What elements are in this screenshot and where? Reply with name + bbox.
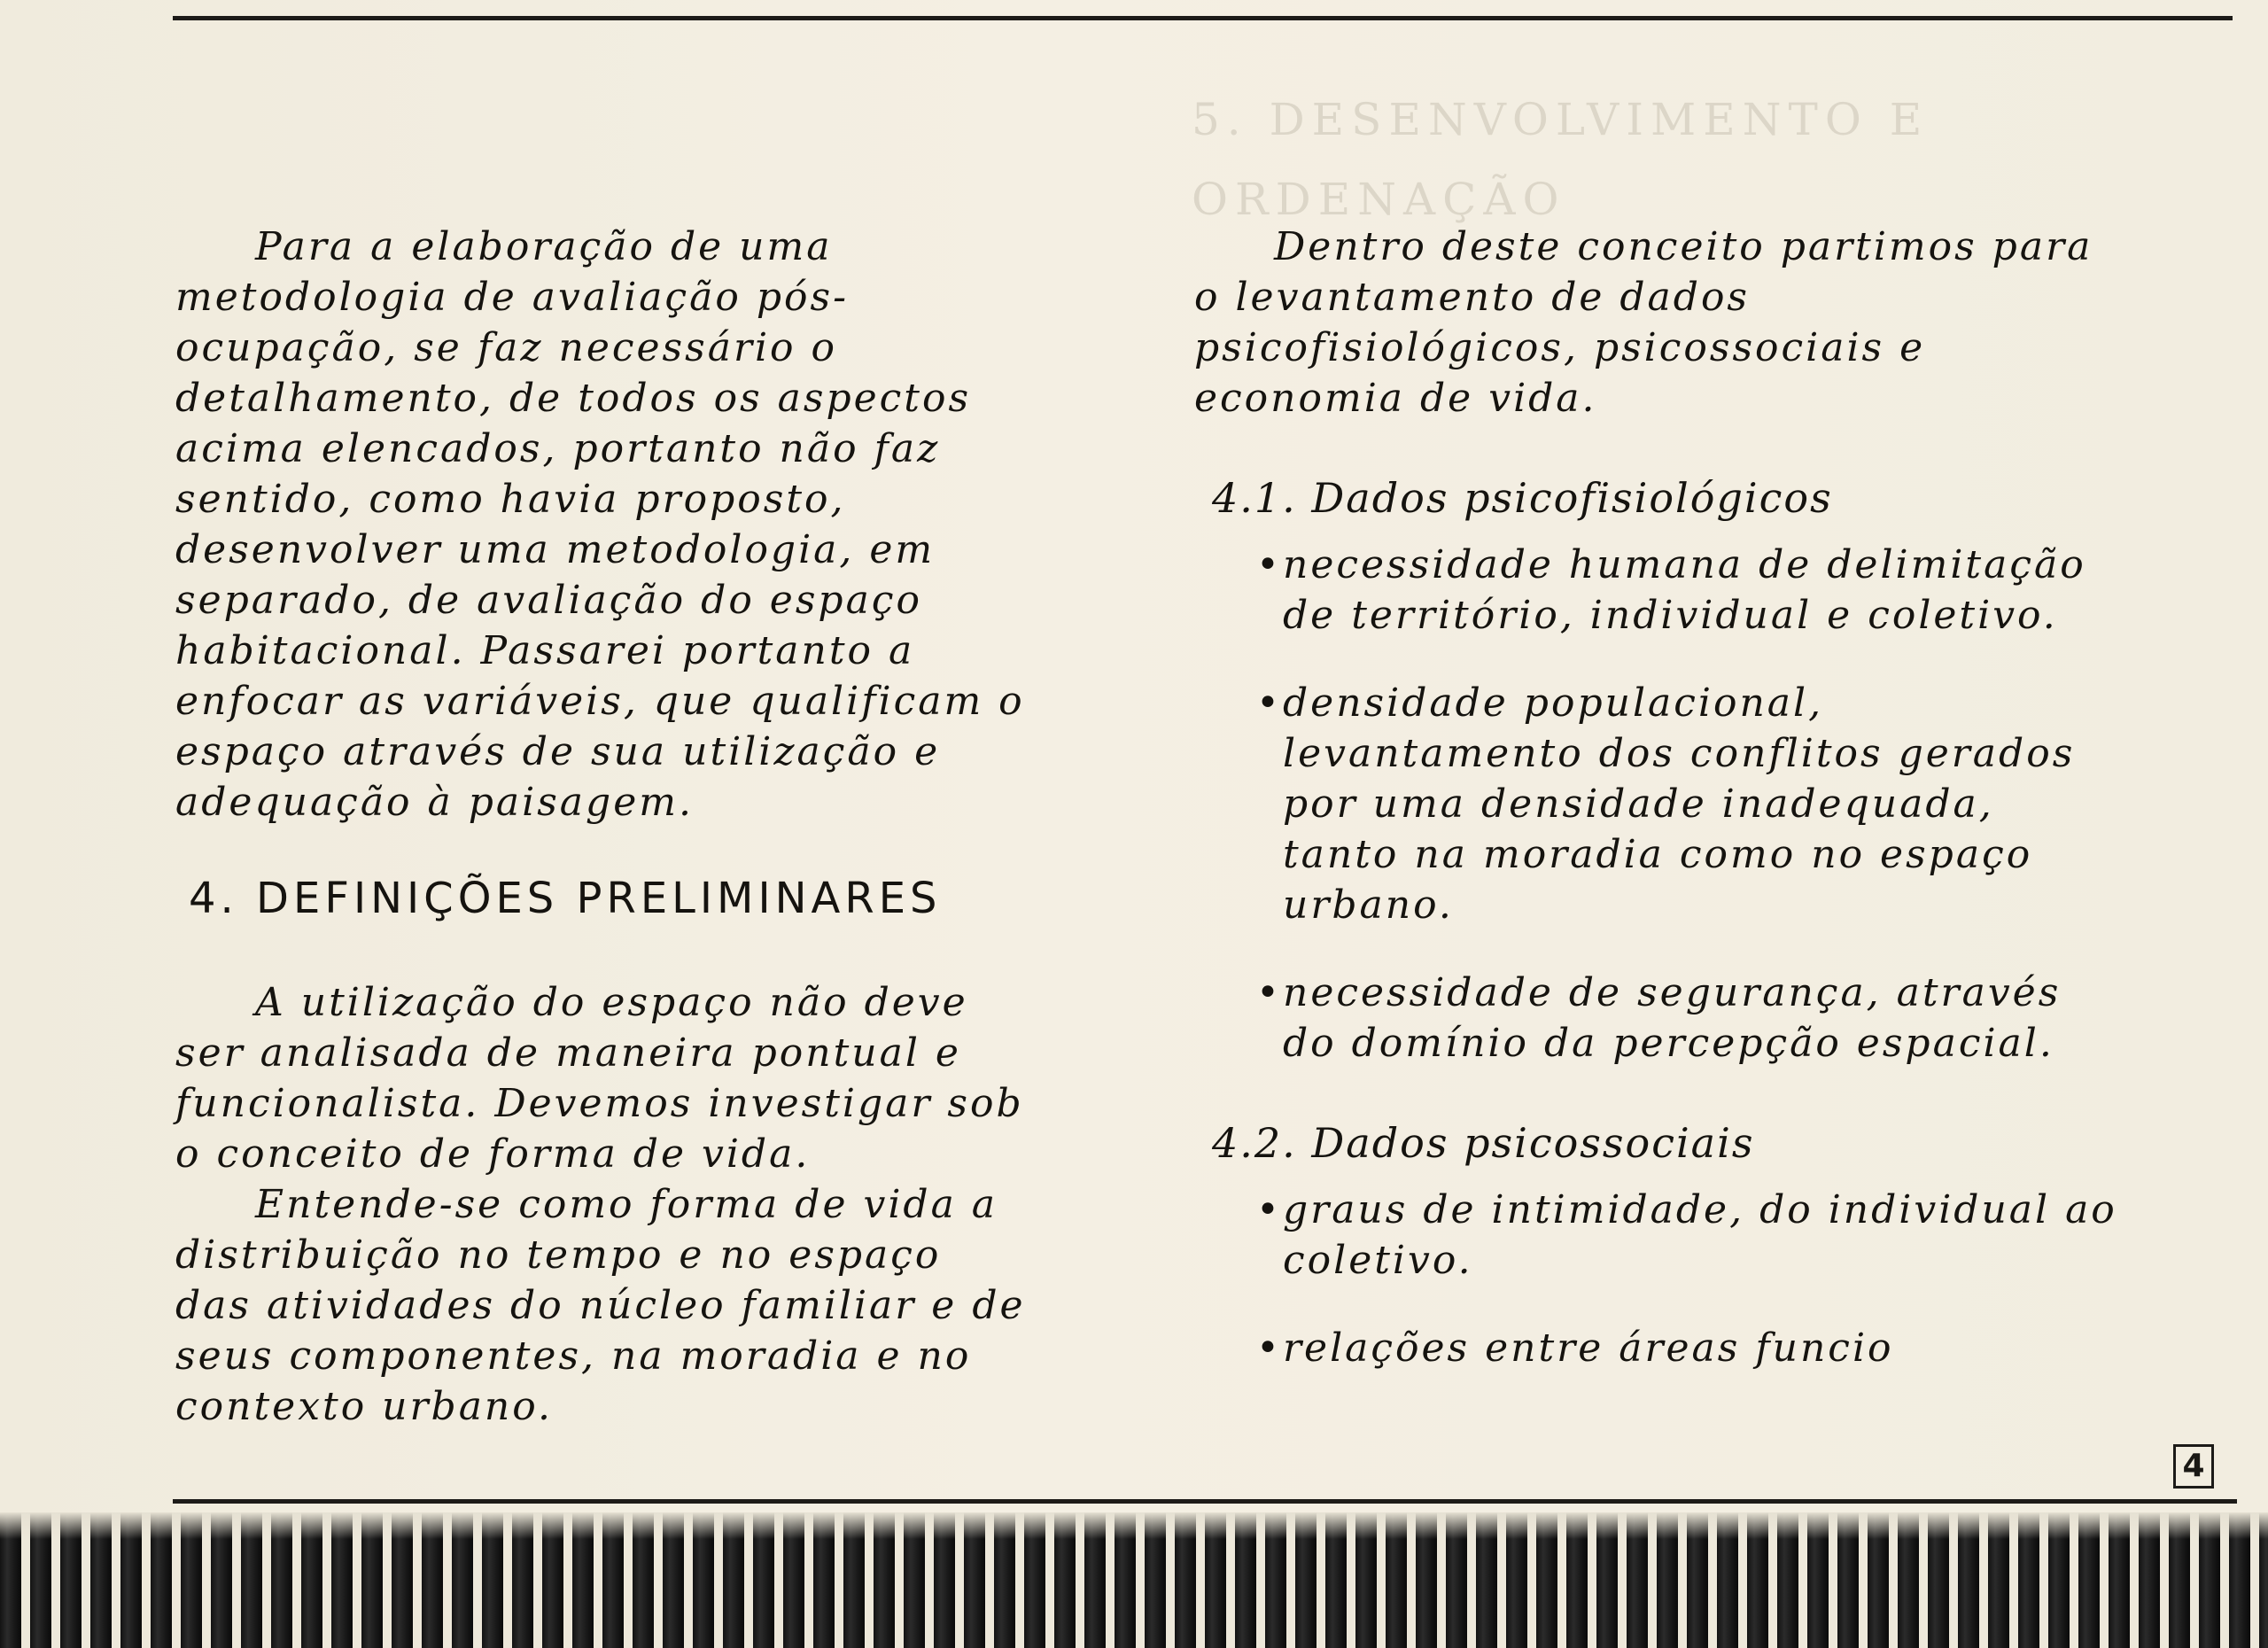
- page-number-badge: 4: [2173, 1444, 2214, 1489]
- paragraph-utilizacao: A utilização do espaço não deve ser analisada de maneira pontual e funcionalista. Devemos investigar sob o conceito de forma de vida.: [175, 980, 1024, 1177]
- bottom-rule: [173, 1499, 2237, 1504]
- right-column: [1194, 222, 2124, 1411]
- intro-paragraph: Para a elaboração de uma metodologia de avaliação pós-ocupação, se faz necessário o detalhamento, de todos os aspectos acima elencados, portanto não faz sentido, como havia proposto, desenvolver uma metodologia, em separado, de avaliação do espaço habitacional. Passarei portanto a enfocar as variáveis, que qualificam o espaço através de sua utilização e adequação à paisagem.: [175, 224, 1025, 825]
- list-item: • graus de intimidade, do individual ao coletivo.: [1283, 1185, 2124, 1286]
- show-through-title: 5. DESENVOLVIMENTO E ORDENAÇÃO: [1192, 94, 1930, 225]
- section-heading: 4. DEFINIÇÕES PRELIMINARES: [189, 874, 942, 923]
- list-item: • necessidade humana de delimitação de território, individual e coletivo.: [1283, 540, 2124, 641]
- list-psicofisiologicos: [1194, 540, 2124, 1069]
- list-item: • relações entre áreas funcio: [1283, 1323, 2124, 1373]
- list-item: • necessidade de segurança, através do domínio da percepção espacial.: [1283, 968, 2124, 1069]
- left-column: [175, 222, 1026, 1432]
- subheading-psicossociais: 4.2. Dados psicossociais: [1212, 1119, 1755, 1167]
- list-psicossociais: [1194, 1185, 2124, 1373]
- subheading-psicofisiologicos: 4.1. Dados psicofisiológicos: [1212, 474, 1833, 522]
- spiral-binding: [0, 1512, 2268, 1648]
- list-item: • densidade populacional, levantamento dos conflitos gerados por uma densidade inadequada, tanto na moradia como no espaço urbano.: [1283, 678, 2124, 930]
- paragraph-forma-de-vida: Entende-se como forma de vida a distribuição no tempo e no espaço das atividades do núcleo familiar e de seus componentes, na moradia e no contexto urbano.: [175, 1182, 1026, 1429]
- right-intro-paragraph: Dentro deste conceito partimos para o levantamento de dados psicofisiológicos, psicossociais e economia de vida.: [1194, 224, 2093, 421]
- top-rule: [173, 16, 2233, 20]
